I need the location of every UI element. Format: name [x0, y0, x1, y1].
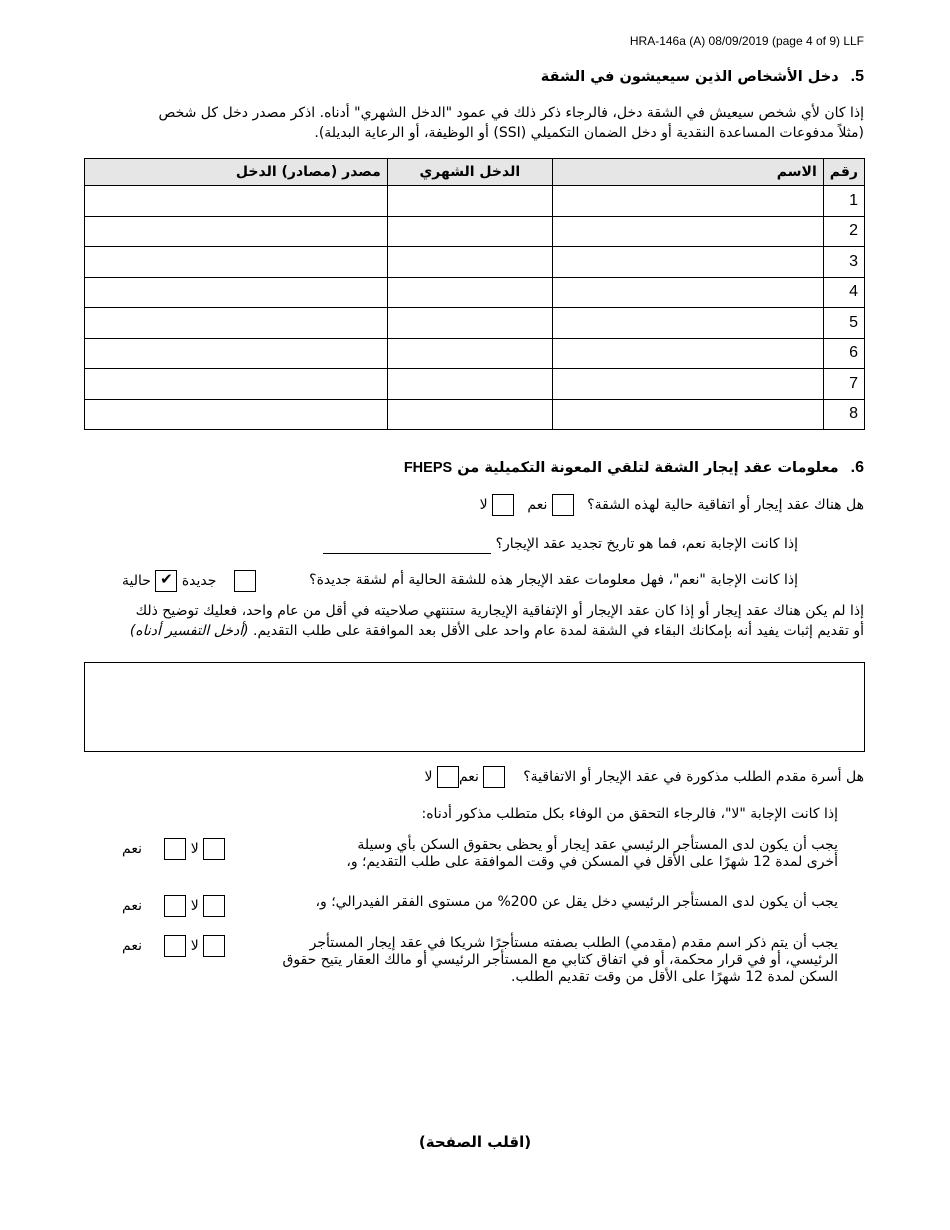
- turn-page-note: (اقلب الصفحة): [418, 1133, 532, 1151]
- explanation-textbox[interactable]: [84, 662, 865, 752]
- col-header-monthly-income: الدخل الشهري: [387, 159, 552, 186]
- req3-yes-checkbox[interactable]: [203, 935, 225, 957]
- name-cell[interactable]: [552, 277, 823, 308]
- req3-no-label: لا: [190, 938, 199, 954]
- section5-heading: [541, 66, 864, 86]
- requirement-1-line1: يجب أن يكون لدى المستأجر الرئيسي عقد إيجار أو يحظى بحقوق السكن بأي وسيلة: [357, 837, 838, 853]
- row-number: 2: [823, 216, 864, 247]
- table-row: [85, 186, 865, 217]
- requirement-2-options: [122, 895, 225, 917]
- option-current-checkbox-visible[interactable]: [234, 570, 256, 592]
- monthly-income-cell[interactable]: [387, 216, 552, 247]
- income-source-cell[interactable]: [85, 399, 388, 430]
- row-number: 4: [823, 277, 864, 308]
- table-row: [85, 338, 865, 369]
- name-cell[interactable]: [552, 338, 823, 369]
- explanation-note: (أدخل التفسير أدناه): [129, 623, 249, 639]
- income-source-cell[interactable]: [85, 247, 388, 278]
- col-header-income-source: مصدر (مصادر) الدخل: [85, 159, 388, 186]
- renewal-row: [323, 534, 798, 554]
- requirement-1-line2: أخرى لمدة 12 شهرًا على الأقل في المسكن في وقت الموافقة على طلب التقديم؛ و،: [346, 854, 838, 870]
- row-number: 7: [823, 369, 864, 400]
- income-table: [84, 158, 865, 430]
- requirement-2: [278, 894, 838, 911]
- name-cell[interactable]: [552, 399, 823, 430]
- lease-question-row: [480, 494, 864, 516]
- requirement-3: [258, 935, 838, 986]
- req1-no-label: لا: [190, 841, 199, 857]
- income-source-cell[interactable]: [85, 338, 388, 369]
- family-named-row: [425, 766, 864, 788]
- req1-no-checkbox[interactable]: [164, 838, 186, 860]
- option-new-checkbox[interactable]: ✔: [155, 570, 177, 592]
- table-row: [85, 399, 865, 430]
- requirement-1: [278, 837, 838, 871]
- income-source-cell[interactable]: [85, 186, 388, 217]
- table-row: [85, 277, 865, 308]
- lease-yes-checkbox[interactable]: [552, 494, 574, 516]
- name-cell[interactable]: [552, 369, 823, 400]
- renewal-date-field[interactable]: [323, 539, 491, 554]
- lease-yes-label: نعم: [527, 497, 548, 513]
- family-no-label: لا: [424, 769, 433, 785]
- section5-number: 5.: [850, 68, 864, 85]
- col-header-number: رقم: [823, 159, 864, 186]
- current-new-question: إذا كانت الإجابة "نعم"، فهل معلومات عقد الإيجار هذه للشقة الحالية أم لشقة جديدة؟: [309, 572, 798, 588]
- lease-no-checkbox[interactable]: [492, 494, 514, 516]
- section6-heading: [404, 457, 864, 477]
- requirement-1-options: [122, 838, 225, 860]
- section6-title: معلومات عقد إيجار الشقة لتلقي المعونة التكميلية من: [457, 460, 839, 476]
- monthly-income-cell[interactable]: [387, 247, 552, 278]
- explanation-line2: أو تقديم إثبات يفيد أنه بإمكانك البقاء في الشقة لمدة عام واحد على الأقل بعد الموافقة على طلب التقديم.: [253, 623, 864, 639]
- table-row: [85, 369, 865, 400]
- req2-no-checkbox[interactable]: [164, 895, 186, 917]
- req3-no-checkbox[interactable]: [164, 935, 186, 957]
- explanation-instructions: [64, 601, 864, 641]
- req2-yes-label: نعم: [122, 898, 142, 914]
- section5-title: دخل الأشخاص الذين سيعيشون في الشقة: [540, 69, 839, 85]
- monthly-income-cell[interactable]: [387, 308, 552, 339]
- name-cell[interactable]: [552, 216, 823, 247]
- lease-question: هل هناك عقد إيجار أو اتفاقية حالية لهذه الشقة؟: [587, 497, 864, 513]
- income-source-cell[interactable]: [85, 216, 388, 247]
- family-yes-label: نعم: [458, 769, 479, 785]
- explanation-line1: إذا لم يكن هناك عقد إيجار أو إذا كان عقد الإيجار أو الإتفاقية الإيجارية ستنتهي صلاحيته في أقل من عام واحد، فعليك توضيح ذلك: [135, 603, 864, 619]
- req1-yes-label: نعم: [122, 841, 142, 857]
- monthly-income-cell[interactable]: [387, 277, 552, 308]
- requirement-3-options: [122, 935, 225, 957]
- col-header-name: الاسم: [552, 159, 823, 186]
- income-source-cell[interactable]: [85, 277, 388, 308]
- family-named-question: هل أسرة مقدم الطلب مذكورة في عقد الإيجار أو الاتفاقية؟: [523, 769, 864, 785]
- monthly-income-cell[interactable]: [387, 369, 552, 400]
- requirement-3-line1: يجب أن يتم ذكر اسم مقدم (مقدمي) الطلب بصفته مستأجرًا شريكا في عقد إيجار المستأجر: [309, 935, 838, 951]
- req3-yes-label: نعم: [122, 938, 142, 954]
- req1-yes-checkbox[interactable]: [203, 838, 225, 860]
- req2-yes-checkbox[interactable]: [203, 895, 225, 917]
- row-number: 3: [823, 247, 864, 278]
- name-cell[interactable]: [552, 308, 823, 339]
- req2-no-label: لا: [190, 898, 199, 914]
- if-no-instruction: إذا كانت الإجابة "لا"، فالرجاء التحقق من الوفاء بكل متطلب مذكور أدناه:: [421, 806, 838, 822]
- table-row: [85, 308, 865, 339]
- name-cell[interactable]: [552, 247, 823, 278]
- lease-no-label: لا: [479, 497, 488, 513]
- section6-number: 6.: [850, 459, 864, 476]
- monthly-income-cell[interactable]: [387, 338, 552, 369]
- monthly-income-cell[interactable]: [387, 186, 552, 217]
- monthly-income-cell[interactable]: [387, 399, 552, 430]
- option-current-label-visible: حالية: [122, 573, 151, 589]
- requirement-2-line1: يجب أن يكون لدى المستأجر الرئيسي دخل يقل عن 200% من مستوى الفقر الفيدرالي؛ و،: [315, 894, 838, 910]
- income-source-cell[interactable]: [85, 308, 388, 339]
- section5-intro-line2: (مثلاً مدفوعات المساعدة النقدية أو دخل الضمان التكميلي (SSI) أو الوظيفة، أو الرعاية البديلة).: [314, 125, 864, 141]
- family-no-checkbox[interactable]: [437, 766, 459, 788]
- name-cell[interactable]: [552, 186, 823, 217]
- renewal-question: إذا كانت الإجابة نعم، فما هو تاريخ تجديد عقد الإيجار؟: [495, 536, 798, 552]
- new-option-wrap: [122, 570, 256, 592]
- requirement-3-line3: السكن لمدة 12 شهرًا على الأقل من وقت تقديم الطلب.: [511, 969, 838, 985]
- table-row: [85, 216, 865, 247]
- form-id: HRA-146a (A) 08/09/2019 (page 4 of 9) LLF: [629, 34, 864, 48]
- row-number: 6: [823, 338, 864, 369]
- option-new-label: جديدة: [181, 573, 217, 589]
- section5-intro-line1: إذا كان لأي شخص سيعيش في الشقة دخل، فالرجاء ذكر ذلك في عمود "الدخل الشهري" أدناه. اذكر مصدر دخل كل شخص: [158, 105, 864, 121]
- table-row: [85, 247, 865, 278]
- section6-title-suffix: FHEPS: [403, 460, 453, 476]
- row-number: 5: [823, 308, 864, 339]
- row-number: 1: [823, 186, 864, 217]
- requirement-3-line2: الرئيسي، أو في قرار محكمة، أو في اتفاق كتابي مع المستأجر الرئيسي أو مالك العقار يتيح حقوق: [282, 952, 838, 968]
- table-header-row: [85, 159, 865, 186]
- section5-intro: [64, 103, 864, 143]
- income-source-cell[interactable]: [85, 369, 388, 400]
- family-yes-checkbox[interactable]: [483, 766, 505, 788]
- row-number: 8: [823, 399, 864, 430]
